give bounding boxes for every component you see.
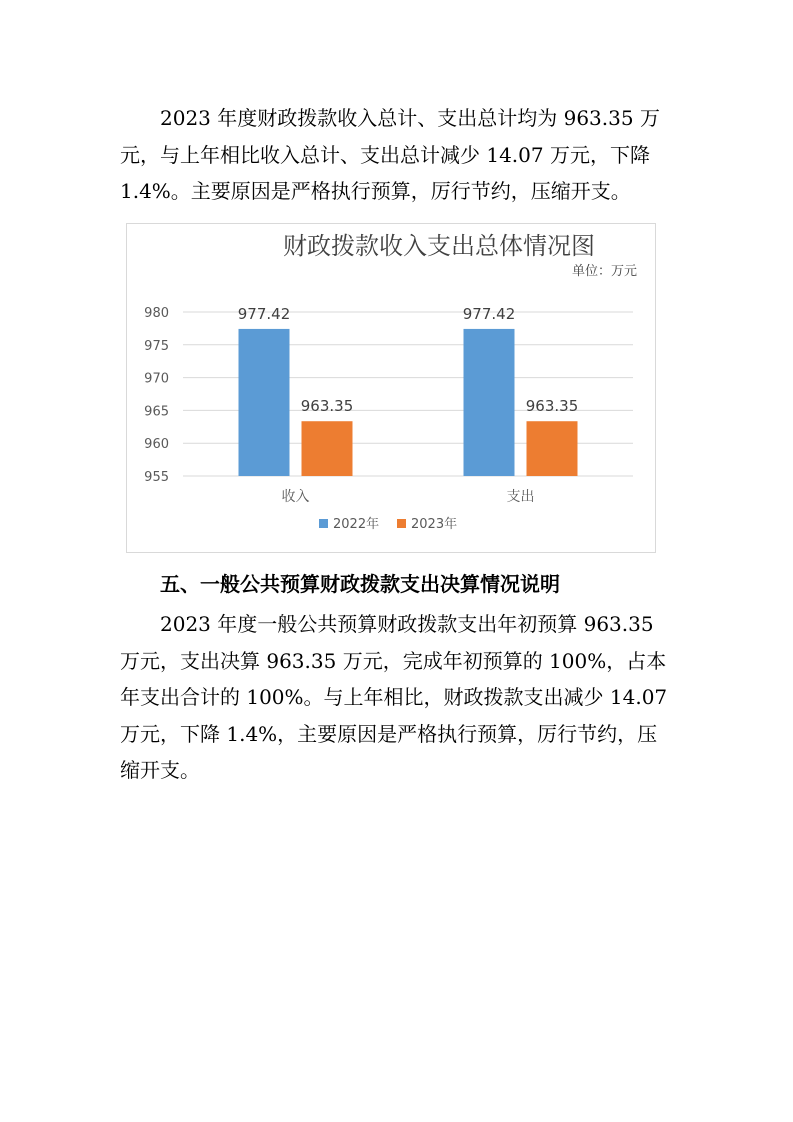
- bar-收入-2023年: [302, 421, 353, 476]
- y-tick-label: 970: [144, 371, 169, 387]
- paragraph-line: 万元，下降 1.4%，主要原因是严格执行预算，厉行节约，压: [120, 721, 658, 746]
- paragraph-line: 1.4%。主要原因是严格执行预算，厉行节约，压缩开支。: [120, 179, 631, 203]
- data-label: 963.35: [300, 397, 354, 416]
- y-tick-label: 980: [144, 306, 169, 321]
- legend-swatch: [319, 519, 328, 528]
- paragraph-revenue-expenditure-summary: [120, 100, 680, 210]
- paragraph-line: 2023 年度财政拨款收入总计、支出总计均为 963.35 万: [160, 106, 660, 130]
- data-label: 977.42: [462, 304, 516, 323]
- bar-支出-2022年: [464, 329, 515, 476]
- chart-canvas: [127, 224, 655, 552]
- y-tick-label: 965: [144, 404, 169, 420]
- x-category-label: 支出: [506, 489, 535, 505]
- chart-unit-label: 单位：万元: [571, 264, 637, 279]
- revenue-expenditure-chart: [126, 223, 656, 553]
- paragraph-line: 缩开支。: [120, 758, 200, 782]
- chart-title: 财政拨款收入支出总体情况图: [283, 232, 595, 260]
- data-label: 963.35: [525, 397, 579, 416]
- bar-收入-2022年: [239, 329, 290, 476]
- data-label: 977.42: [237, 304, 291, 323]
- x-category-label: 收入: [281, 489, 310, 505]
- y-tick-label: 975: [144, 338, 169, 354]
- paragraph-line: 万元，支出决算 963.35 万元，完成年初预算的 100%，占本: [120, 648, 667, 673]
- paragraph-line: 年支出合计的 100%。与上年相比，财政拨款支出减少 14.07: [120, 685, 668, 709]
- paragraph-line: 2023 年度一般公共预算财政拨款支出年初预算 963.35: [160, 612, 654, 636]
- y-tick-label: 960: [144, 437, 169, 453]
- paragraph-line: 元，与上年相比收入总计、支出总计减少 14.07 万元，下降: [120, 142, 650, 167]
- section-heading: 五、一般公共预算财政拨款支出决算情况说明: [160, 572, 560, 596]
- bar-支出-2023年: [527, 421, 578, 476]
- paragraph-general-budget-expenditure: [120, 606, 680, 789]
- legend-swatch: [397, 519, 406, 528]
- legend-entry: 2023年: [411, 517, 458, 532]
- y-tick-label: 955: [144, 470, 169, 485]
- legend-entry: 2022年: [333, 517, 380, 532]
